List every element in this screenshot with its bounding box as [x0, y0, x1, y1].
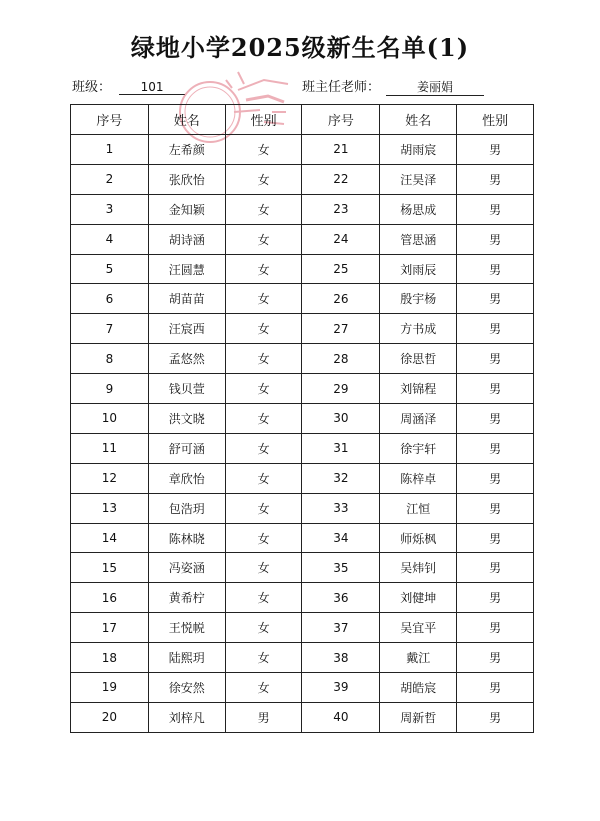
- student-number: 9: [71, 374, 149, 404]
- student-number: 18: [71, 643, 149, 673]
- student-gender: 男: [457, 523, 534, 553]
- student-number: 37: [302, 613, 380, 643]
- student-number: 26: [302, 284, 380, 314]
- student-number: 29: [302, 374, 380, 404]
- student-gender: 男: [457, 224, 534, 254]
- student-name: 金知颖: [148, 194, 225, 224]
- table-row: [71, 254, 534, 284]
- student-gender: 男: [457, 433, 534, 463]
- student-gender: 男: [457, 404, 534, 434]
- student-roster-table: [70, 104, 534, 733]
- student-name: 冯姿涵: [148, 553, 225, 583]
- student-name: 殷宇杨: [380, 284, 457, 314]
- table-row: [71, 135, 534, 165]
- student-gender: 女: [225, 613, 302, 643]
- header-name: 姓名: [148, 105, 225, 135]
- table-row: [71, 523, 534, 553]
- student-number: 24: [302, 224, 380, 254]
- table-row: [71, 344, 534, 374]
- student-name: 戴江: [380, 643, 457, 673]
- student-number: 3: [71, 194, 149, 224]
- student-gender: 男: [457, 374, 534, 404]
- student-name: 吴炜钊: [380, 553, 457, 583]
- student-number: 21: [302, 135, 380, 165]
- table-row: [71, 224, 534, 254]
- student-name: 陈林晓: [148, 523, 225, 553]
- student-gender: 女: [225, 433, 302, 463]
- table-row: [71, 702, 534, 732]
- student-number: 32: [302, 463, 380, 493]
- student-gender: 女: [225, 135, 302, 165]
- class-info: [72, 76, 185, 95]
- student-name: 刘雨辰: [380, 254, 457, 284]
- student-gender: 女: [225, 643, 302, 673]
- student-gender: 女: [225, 673, 302, 703]
- student-number: 1: [71, 135, 149, 165]
- student-number: 35: [302, 553, 380, 583]
- student-number: 19: [71, 673, 149, 703]
- table-row: [71, 463, 534, 493]
- student-gender: 女: [225, 583, 302, 613]
- student-name: 汪宸西: [148, 314, 225, 344]
- student-name: 徐安然: [148, 673, 225, 703]
- student-name: 舒可涵: [148, 433, 225, 463]
- table-row: [71, 374, 534, 404]
- table-header-row: [71, 105, 534, 135]
- student-number: 27: [302, 314, 380, 344]
- student-name: 孟悠然: [148, 344, 225, 374]
- table-row: [71, 404, 534, 434]
- student-name: 刘锦程: [380, 374, 457, 404]
- teacher-info: [302, 76, 484, 96]
- student-number: 5: [71, 254, 149, 284]
- student-number: 33: [302, 493, 380, 523]
- student-name: 章欣怡: [148, 463, 225, 493]
- table-row: [71, 493, 534, 523]
- student-name: 杨思成: [380, 194, 457, 224]
- student-number: 7: [71, 314, 149, 344]
- student-gender: 女: [225, 194, 302, 224]
- teacher-value: 姜丽娟: [386, 78, 484, 96]
- student-number: 14: [71, 523, 149, 553]
- student-gender: 女: [225, 284, 302, 314]
- student-gender: 男: [457, 344, 534, 374]
- student-gender: 女: [225, 404, 302, 434]
- student-name: 汪圆慧: [148, 254, 225, 284]
- page-title: 绿地小学2025级新生名单(1): [130, 33, 470, 62]
- student-number: 17: [71, 613, 149, 643]
- student-name: 方书成: [380, 314, 457, 344]
- table-row: [71, 583, 534, 613]
- student-name: 师烁枫: [380, 523, 457, 553]
- student-name: 钱贝萱: [148, 374, 225, 404]
- student-gender: 男: [457, 314, 534, 344]
- student-number: 25: [302, 254, 380, 284]
- student-name: 王悦帨: [148, 613, 225, 643]
- student-gender: 女: [225, 224, 302, 254]
- table-row: [71, 194, 534, 224]
- student-number: 30: [302, 404, 380, 434]
- student-name: 徐宇轩: [380, 433, 457, 463]
- student-number: 15: [71, 553, 149, 583]
- student-number: 31: [302, 433, 380, 463]
- student-number: 2: [71, 164, 149, 194]
- teacher-label: 班主任老师：: [302, 80, 381, 95]
- student-number: 12: [71, 463, 149, 493]
- table-row: [71, 613, 534, 643]
- student-name: 胡苗苗: [148, 284, 225, 314]
- student-number: 4: [71, 224, 149, 254]
- table-row: [71, 673, 534, 703]
- header-name: 姓名: [380, 105, 457, 135]
- student-number: 10: [71, 404, 149, 434]
- table-row: [71, 284, 534, 314]
- student-number: 20: [71, 702, 149, 732]
- student-number: 13: [71, 493, 149, 523]
- student-name: 包浩玥: [148, 493, 225, 523]
- student-gender: 女: [225, 523, 302, 553]
- student-gender: 男: [457, 553, 534, 583]
- student-name: 洪文晓: [148, 404, 225, 434]
- student-gender: 女: [225, 493, 302, 523]
- student-gender: 男: [457, 493, 534, 523]
- student-name: 汪昊泽: [380, 164, 457, 194]
- student-name: 胡诗涵: [148, 224, 225, 254]
- student-number: 22: [302, 164, 380, 194]
- student-gender: 男: [457, 613, 534, 643]
- student-number: 8: [71, 344, 149, 374]
- student-name: 左希颜: [148, 135, 225, 165]
- table-row: [71, 164, 534, 194]
- student-number: 28: [302, 344, 380, 374]
- student-number: 38: [302, 643, 380, 673]
- table-row: [71, 553, 534, 583]
- student-gender: 女: [225, 374, 302, 404]
- header-number: 序号: [71, 105, 149, 135]
- student-gender: 男: [457, 643, 534, 673]
- class-value: 101: [119, 80, 185, 95]
- student-name: 张欣怡: [148, 164, 225, 194]
- student-gender: 男: [457, 194, 534, 224]
- header-gender: 性别: [457, 105, 534, 135]
- student-number: 16: [71, 583, 149, 613]
- student-name: 黄希柠: [148, 583, 225, 613]
- student-number: 6: [71, 284, 149, 314]
- student-gender: 男: [457, 583, 534, 613]
- student-gender: 女: [225, 164, 302, 194]
- student-name: 吴宜平: [380, 613, 457, 643]
- student-name: 陈梓卓: [380, 463, 457, 493]
- class-label: 班级：: [72, 80, 112, 95]
- student-name: 刘梓凡: [148, 702, 225, 732]
- student-name: 管思涵: [380, 224, 457, 254]
- student-name: 江恒: [380, 493, 457, 523]
- student-gender: 女: [225, 314, 302, 344]
- student-name: 周新哲: [380, 702, 457, 732]
- table-row: [71, 643, 534, 673]
- student-number: 11: [71, 433, 149, 463]
- student-gender: 女: [225, 553, 302, 583]
- student-name: 胡雨宸: [380, 135, 457, 165]
- student-number: 39: [302, 673, 380, 703]
- header-number: 序号: [302, 105, 380, 135]
- student-gender: 男: [457, 673, 534, 703]
- student-name: 刘健坤: [380, 583, 457, 613]
- student-number: 34: [302, 523, 380, 553]
- student-gender: 男: [457, 284, 534, 314]
- header-gender: 性别: [225, 105, 302, 135]
- student-name: 胡皓宸: [380, 673, 457, 703]
- student-name: 陆熙玥: [148, 643, 225, 673]
- student-name: 徐思哲: [380, 344, 457, 374]
- student-number: 40: [302, 702, 380, 732]
- student-gender: 男: [457, 702, 534, 732]
- table-row: [71, 433, 534, 463]
- student-gender: 男: [457, 463, 534, 493]
- table-row: [71, 314, 534, 344]
- student-gender: 男: [457, 254, 534, 284]
- student-gender: 女: [225, 344, 302, 374]
- student-gender: 女: [225, 254, 302, 284]
- student-gender: 男: [457, 135, 534, 165]
- student-number: 36: [302, 583, 380, 613]
- student-gender: 男: [225, 702, 302, 732]
- student-gender: 男: [457, 164, 534, 194]
- student-name: 周涵泽: [380, 404, 457, 434]
- student-gender: 女: [225, 463, 302, 493]
- student-number: 23: [302, 194, 380, 224]
